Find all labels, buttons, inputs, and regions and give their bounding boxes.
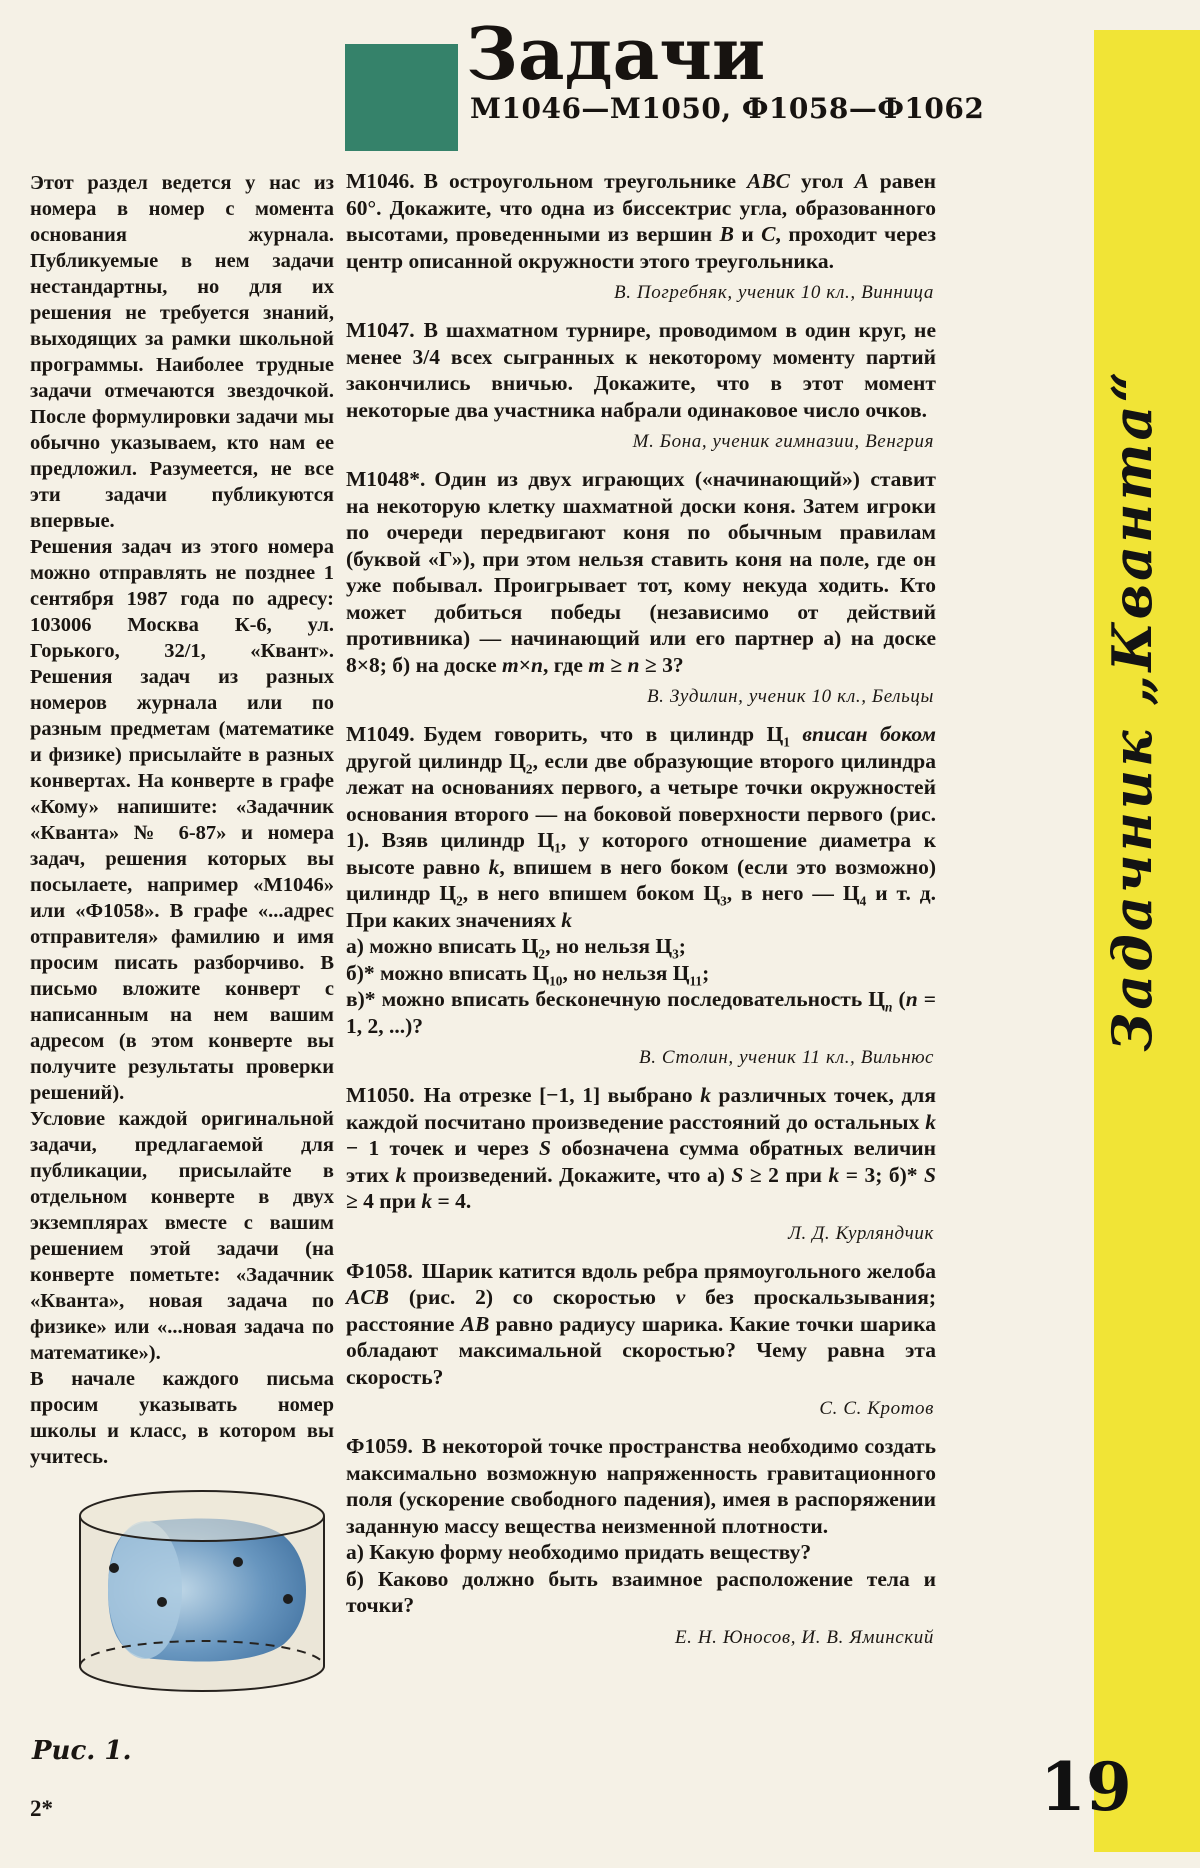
problem-number: М1046. (346, 169, 415, 193)
problem-m1049 (346, 721, 936, 1039)
problems-column (346, 168, 936, 1662)
intro-paragraph: Решения задач из этого номера можно отправлять не позднее 1 сентября 1987 года по адресу: 103006 Москва К-6, ул. Горького, 32/1, «Квант». Решения задач из разных номеров журнала или по разным предметам (математике и физике) присылайте в разных конвертах. На конверте в графе «Кому» напишите: «Задачник «Кванта» № 6-87» и номера задач, решения которых вы посылаете, например «М1046» или «Ф1058». В графе «...адрес отправителя» фамилию и имя просим писать разборчиво. В письмо вложите конверт с написанным на нем вашим адресом (в этом конверте вы получите результаты проверки решений). (30, 536, 334, 1104)
problem-author: В. Столин, ученик 11 кл., Вильнюс (639, 1047, 934, 1068)
problem-number: М1050. (346, 1083, 415, 1107)
problem-text: Один из двух играющих («начинающий») ставит на некоторую клетку шахматной доски коня. Затем игроки по очереди передвигают коня по обычным правилам (буквой «Г»), при этом нельзя ставить коня на поле, где он уже побывал. Проигрывает тот, кому некуда ходить. Кто может добиться победы (независимо от действий противника) — начинающий или его партнер а) на доске 8×8; б) на доске m×n, где m ≥ n ≥ 3? (346, 467, 936, 677)
problem-number: М1048*. (346, 467, 426, 491)
page-number: 19 (1040, 1748, 1132, 1826)
problem-author: Л. Д. Курляндчик (788, 1222, 934, 1244)
problem-f1058 (346, 1258, 936, 1391)
problem-author: В. Погребняк, ученик 10 кл., Винница (614, 282, 934, 303)
signature-mark: 2* (30, 1796, 53, 1821)
problem-text: В остроугольном треугольнике ABC угол A равен 60°. Докажите, что одна из биссектрис угла, образованного высотами, проведенными из вершин B и C, проходит через центр описанной окружности этого треугольника. (346, 169, 937, 273)
intro-paragraph: Этот раздел ведется у нас из номера в номер с момента основания журнала. Публикуемые в нем задачи нестандартны, но для их решения не требуется знаний, выходящих за рамки школьной программы. Наиболее трудные задачи отмечаются звездочкой. После формулировки задачи мы обычно указываем, кто нам ее предложил. Разумеется, не все эти задачи публикуются впервые. (30, 172, 334, 532)
problem-m1048 (346, 466, 936, 678)
figure-caption: Рис. 1. (32, 1736, 132, 1766)
intro-paragraph: В начале каждого письма просим указывать номер школы и класс, в котором вы учитесь. (30, 1368, 334, 1468)
figure-cylinder-illustration (50, 1486, 354, 1718)
problem-range-subtitle: М1046—М1050, Ф1058—Ф1062 (470, 92, 985, 125)
intro-paragraph: Условие каждой оригинальной задачи, предлагаемой для публикации, присылайте в отдельном конверте в двух экземплярах вместе с вашим решением этой задачи (на конверте пометьте: «Задачник «Кванта», новая задача по физике» или «...новая задача по математике»). (30, 1108, 334, 1364)
problem-text: Шарик катится вдоль ребра прямоугольного желоба ACB (рис. 2) со скоростью v без проскальзывания; расстояние AB равно радиусу шарика. Какие точки шарика обладают максимальной скоростью? Чему равна эта скорость? (346, 1258, 937, 1389)
problem-author: Е. Н. Юносов, И. В. Яминский (674, 1626, 934, 1648)
problem-author: М. Бона, ученик гимназии, Венгрия (632, 431, 934, 452)
problem-number: М1049. (346, 722, 415, 746)
page-title: Задачи (466, 11, 766, 96)
intro-column (30, 170, 334, 1470)
problem-text: На отрезке [−1, 1] выбрано k различных точек, для каждой посчитано произведение расстояний до остальных k − 1 точек и через S обозначена сумма обратных величин этих k произведений. Докажите, что а) S ≥ 2 при k = 3; б)* S ≥ 4 при k = 4. (346, 1083, 936, 1213)
problem-f1059 (346, 1433, 936, 1619)
problem-m1050 (346, 1082, 936, 1215)
cylinder-in-cylinder-drawing (50, 1486, 354, 1718)
problem-number: Ф1058. (346, 1258, 413, 1283)
problem-text: В некоторой точке пространства необходимо создать максимально возможную напряженность гравитационного поля (ускорение свободного падения), имея в распоряжении заданную массу вещества неизменной плотности. а) Какую форму необходимо придать веществу? б) Каково должно быть взаимное расположение тела и точки? (346, 1434, 936, 1617)
problem-number: Ф1059. (346, 1434, 413, 1458)
problem-text: Будем говорить, что в цилиндр $Ц_1$ вписан боком другой цилиндр $Ц_2$, если две образующие второго цилиндра лежат на основаниях первого, а четыре точки окружностей основания второго — на боковой поверхности первого (рис. 1). Взяв цилиндр $Ц_1$, у которого отношение диаметра к высоте равно k, впишем в него боком (если это возможно) цилиндр $Ц_2$, в него впишем боком $Ц_3$, в него — $Ц_4$ и т. д. При каких значениях k а) можно вписать $Ц_2$, но нельзя $Ц_3$; б)* можно вписать $Ц_{10}$, но нельзя $Ц_{11}$; в)* можно вписать бесконечную последовательность $Ц_n$ (n = 1, 2, ...)? (346, 722, 937, 1038)
problem-m1046 (346, 168, 936, 274)
problem-number: М1047. (346, 318, 415, 342)
handwritten-section-title: Задачник „Кванта“ (1100, 368, 1164, 1052)
problem-author: С. С. Кротов (819, 1398, 934, 1419)
problem-text: В шахматном турнире, проводимом в один круг, не менее 3/4 всех сыгранных к некоторому моменту партий закончились вничью. Докажите, что в этот момент некоторые два участника набрали одинаковое число очков. (346, 318, 936, 422)
problem-m1047 (346, 317, 936, 423)
problem-author: В. Зудилин, ученик 10 кл., Бельцы (646, 686, 934, 707)
section-accent-square (345, 44, 458, 151)
